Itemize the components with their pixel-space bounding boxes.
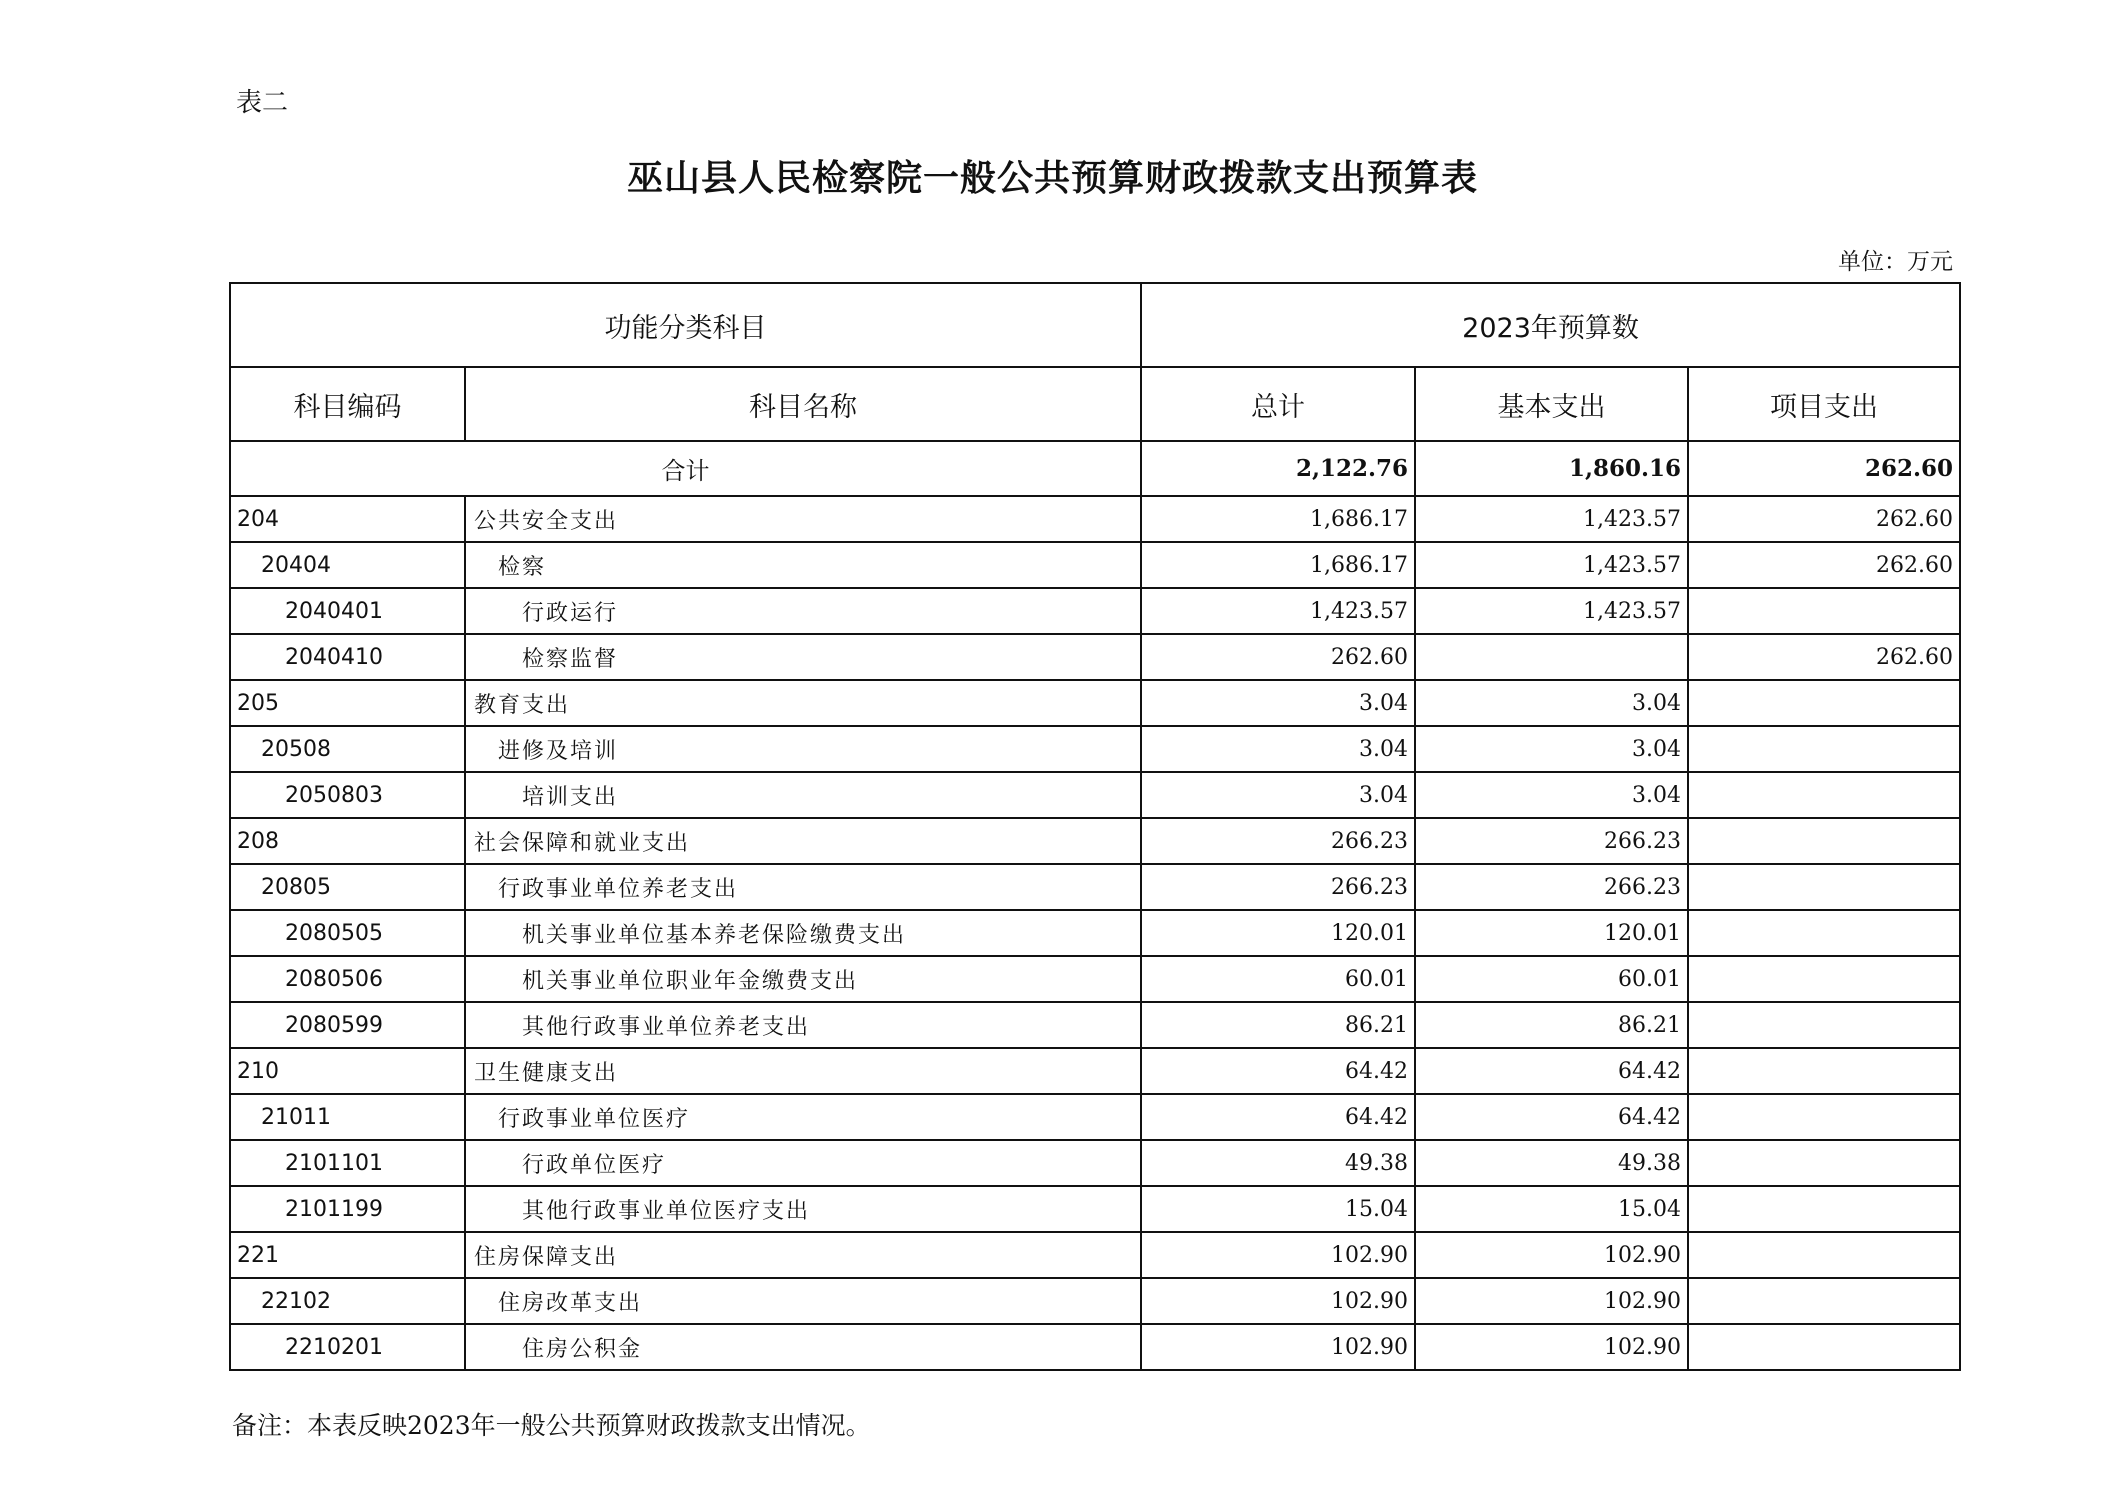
row-project: 262.60 — [1688, 496, 1960, 542]
row-basic: 15.04 — [1415, 1186, 1688, 1232]
row-name: 检察监督 — [465, 634, 1141, 680]
row-project — [1688, 588, 1960, 634]
row-project — [1688, 1278, 1960, 1324]
row-name: 行政事业单位医疗 — [465, 1094, 1141, 1140]
row-code: 2080599 — [230, 1002, 465, 1048]
row-basic: 3.04 — [1415, 772, 1688, 818]
row-project: 262.60 — [1688, 542, 1960, 588]
row-basic: 1,423.57 — [1415, 588, 1688, 634]
table-row — [230, 1140, 1960, 1186]
row-basic: 266.23 — [1415, 818, 1688, 864]
table-row — [230, 1278, 1960, 1324]
row-project — [1688, 818, 1960, 864]
row-name: 住房改革支出 — [465, 1278, 1141, 1324]
table-row — [230, 772, 1960, 818]
row-project — [1688, 1186, 1960, 1232]
table-row — [230, 910, 1960, 956]
col-header-basic: 基本支出 — [1415, 367, 1688, 441]
row-total: 60.01 — [1141, 956, 1415, 1002]
row-project: 262.60 — [1688, 634, 1960, 680]
unit-label: 单位：万元 — [1838, 249, 1953, 275]
table-row — [230, 680, 1960, 726]
page-title: 巫山县人民检察院一般公共预算财政拨款支出预算表 — [626, 157, 1478, 199]
total-project: 262.60 — [1688, 441, 1960, 496]
row-code: 2080505 — [230, 910, 465, 956]
row-code: 210 — [230, 1048, 465, 1094]
table-row — [230, 1002, 1960, 1048]
row-total: 120.01 — [1141, 910, 1415, 956]
row-basic: 102.90 — [1415, 1324, 1688, 1370]
row-name: 机关事业单位基本养老保险缴费支出 — [465, 910, 1141, 956]
row-total: 1,686.17 — [1141, 496, 1415, 542]
row-project — [1688, 680, 1960, 726]
row-name: 其他行政事业单位医疗支出 — [465, 1186, 1141, 1232]
table-row — [230, 1232, 1960, 1278]
row-project — [1688, 1094, 1960, 1140]
row-total: 1,423.57 — [1141, 588, 1415, 634]
table-row — [230, 1094, 1960, 1140]
row-code: 22102 — [230, 1278, 465, 1324]
row-total: 266.23 — [1141, 864, 1415, 910]
row-basic: 1,423.57 — [1415, 496, 1688, 542]
row-basic: 102.90 — [1415, 1232, 1688, 1278]
table-row — [230, 956, 1960, 1002]
table-row — [230, 542, 1960, 588]
row-total: 86.21 — [1141, 1002, 1415, 1048]
row-code: 20805 — [230, 864, 465, 910]
col-header-name: 科目名称 — [465, 367, 1141, 441]
table-row — [230, 818, 1960, 864]
row-code: 2040401 — [230, 588, 465, 634]
row-basic: 64.42 — [1415, 1094, 1688, 1140]
row-name: 住房公积金 — [465, 1324, 1141, 1370]
row-name: 社会保障和就业支出 — [465, 818, 1141, 864]
row-basic: 60.01 — [1415, 956, 1688, 1002]
row-project — [1688, 910, 1960, 956]
table-row — [230, 1048, 1960, 1094]
row-code: 20508 — [230, 726, 465, 772]
row-project — [1688, 726, 1960, 772]
row-name: 检察 — [465, 542, 1141, 588]
row-total: 102.90 — [1141, 1278, 1415, 1324]
row-project — [1688, 1048, 1960, 1094]
row-project — [1688, 1232, 1960, 1278]
header-group-right: 2023年预算数 — [1141, 283, 1960, 367]
row-project — [1688, 1002, 1960, 1048]
table-row — [230, 726, 1960, 772]
total-basic: 1,860.16 — [1415, 441, 1688, 496]
row-total: 49.38 — [1141, 1140, 1415, 1186]
row-total: 3.04 — [1141, 680, 1415, 726]
row-name: 培训支出 — [465, 772, 1141, 818]
row-code: 2040410 — [230, 634, 465, 680]
row-basic: 1,423.57 — [1415, 542, 1688, 588]
table-row — [230, 1186, 1960, 1232]
table-label: 表二 — [236, 88, 289, 118]
row-total: 102.90 — [1141, 1324, 1415, 1370]
row-basic: 102.90 — [1415, 1278, 1688, 1324]
row-name: 住房保障支出 — [465, 1232, 1141, 1278]
row-code: 21011 — [230, 1094, 465, 1140]
row-name: 公共安全支出 — [465, 496, 1141, 542]
row-name: 行政单位医疗 — [465, 1140, 1141, 1186]
row-name: 其他行政事业单位养老支出 — [465, 1002, 1141, 1048]
budget-table — [229, 282, 1961, 1371]
table-row — [230, 1324, 1960, 1370]
row-code: 2050803 — [230, 772, 465, 818]
row-code: 205 — [230, 680, 465, 726]
footnote: 备注：本表反映2023年一般公共预算财政拨款支出情况。 — [232, 1411, 871, 1440]
row-name: 行政运行 — [465, 588, 1141, 634]
header-group-left: 功能分类科目 — [230, 283, 1141, 367]
row-name: 进修及培训 — [465, 726, 1141, 772]
row-basic — [1415, 634, 1688, 680]
header-column-row — [230, 367, 1960, 441]
col-header-project: 项目支出 — [1688, 367, 1960, 441]
row-project — [1688, 772, 1960, 818]
row-code: 208 — [230, 818, 465, 864]
row-code: 2210201 — [230, 1324, 465, 1370]
col-header-total: 总计 — [1141, 367, 1415, 441]
row-code: 2080506 — [230, 956, 465, 1002]
row-basic: 266.23 — [1415, 864, 1688, 910]
row-basic: 86.21 — [1415, 1002, 1688, 1048]
row-code: 2101199 — [230, 1186, 465, 1232]
table-row — [230, 496, 1960, 542]
header-group-row — [230, 283, 1960, 367]
row-total: 15.04 — [1141, 1186, 1415, 1232]
row-project — [1688, 864, 1960, 910]
row-code: 221 — [230, 1232, 465, 1278]
row-total: 1,686.17 — [1141, 542, 1415, 588]
row-name: 行政事业单位养老支出 — [465, 864, 1141, 910]
row-total: 102.90 — [1141, 1232, 1415, 1278]
total-sum: 2,122.76 — [1141, 441, 1415, 496]
col-header-code: 科目编码 — [230, 367, 465, 441]
row-name: 教育支出 — [465, 680, 1141, 726]
row-code: 20404 — [230, 542, 465, 588]
row-name: 机关事业单位职业年金缴费支出 — [465, 956, 1141, 1002]
row-basic: 64.42 — [1415, 1048, 1688, 1094]
row-project — [1688, 1140, 1960, 1186]
row-basic: 3.04 — [1415, 680, 1688, 726]
row-name: 卫生健康支出 — [465, 1048, 1141, 1094]
row-project — [1688, 956, 1960, 1002]
row-total: 64.42 — [1141, 1094, 1415, 1140]
row-basic: 49.38 — [1415, 1140, 1688, 1186]
row-total: 262.60 — [1141, 634, 1415, 680]
table-row — [230, 634, 1960, 680]
row-basic: 3.04 — [1415, 726, 1688, 772]
total-label: 合计 — [230, 441, 1141, 496]
row-total: 266.23 — [1141, 818, 1415, 864]
row-code: 2101101 — [230, 1140, 465, 1186]
row-code: 204 — [230, 496, 465, 542]
row-total: 3.04 — [1141, 726, 1415, 772]
total-row — [230, 441, 1960, 496]
row-project — [1688, 1324, 1960, 1370]
table-row — [230, 588, 1960, 634]
table-row — [230, 864, 1960, 910]
row-total: 64.42 — [1141, 1048, 1415, 1094]
row-basic: 120.01 — [1415, 910, 1688, 956]
row-total: 3.04 — [1141, 772, 1415, 818]
